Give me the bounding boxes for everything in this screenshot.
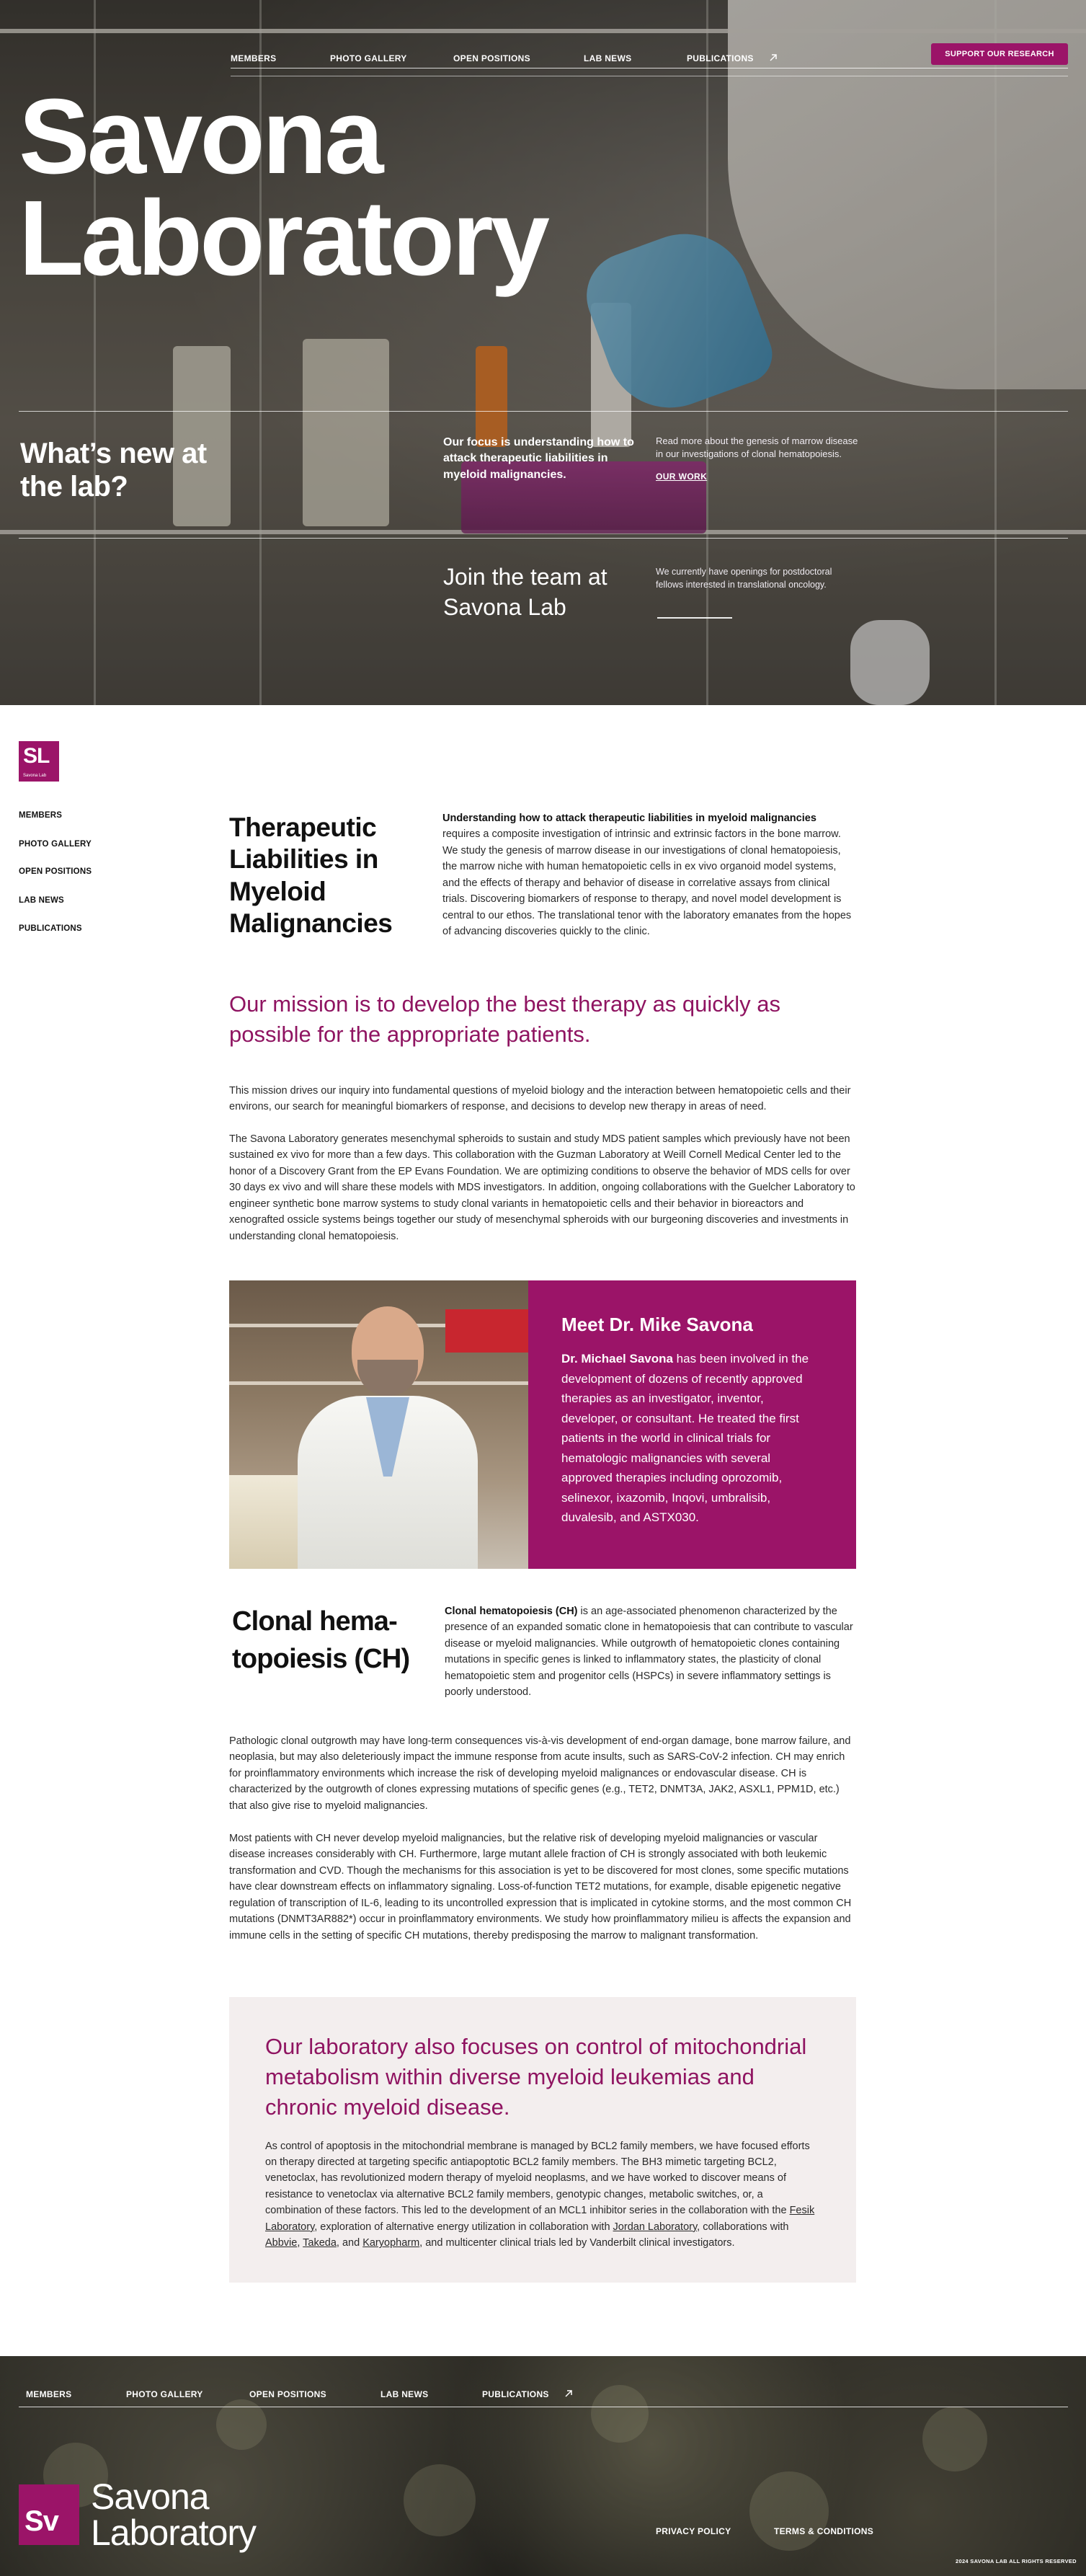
arrow-up-right-icon xyxy=(564,2389,573,2398)
arrow-up-right-icon xyxy=(769,53,778,62)
our-work-link[interactable]: OUR WORK xyxy=(656,472,708,482)
site-logo[interactable] xyxy=(19,741,59,782)
mitochondrial-focus-panel xyxy=(229,1997,856,2283)
focus-text-e: , and xyxy=(336,2237,363,2249)
focus-text-b: , exploration of alternative energy utilization in collaboration with xyxy=(314,2221,613,2233)
meet-title: Meet Dr. Mike Savona xyxy=(561,1314,753,1335)
clonal-title-line2: topoiesis (CH) xyxy=(232,1644,410,1675)
footer-title-line1: Savona xyxy=(91,2477,209,2517)
karyopharm-link[interactable]: Karyopharm xyxy=(362,2237,420,2249)
footer-logo[interactable] xyxy=(19,2484,79,2545)
intro-lead: Understanding how to attack therapeutic liabilities in myeloid malignancies xyxy=(442,813,816,824)
meet-bio xyxy=(561,1349,823,1528)
terms-link[interactable]: TERMS & CONDITIONS xyxy=(774,2526,874,2536)
focus-statement: Our focus is understanding how to attack therapeutic liabilities in myeloid malignancies. xyxy=(443,436,634,481)
focus-text-a: As control of apoptosis in the mitochondrial membrane is managed by BCL2 family members, we have focused efforts on therapy directed at targeting specific antiapoptotic BCL2 family members. The BH3 mimetic targeting BCL2, venetoclax, has revolutionized modern therapy of myeloid neoplasms, and we have worked to discover means of resistance to venetoclax via alternative BCL2 family members, genotypic changes, metabolic switches, or, a combination of these factors. This led to the development of an MCL1 inhibitor series in the collaboration with the xyxy=(265,2140,810,2217)
read-more-text: Read more about the genesis of marrow disease in our investigations of clonal hematopoiesis. xyxy=(656,435,858,460)
sidebar-item-members[interactable]: MEMBERS xyxy=(19,811,63,820)
clonal-title-line1: Clonal hema- xyxy=(232,1606,397,1637)
footer-nav-members[interactable]: MEMBERS xyxy=(26,2389,72,2399)
sidebar-item-photo-gallery[interactable]: PHOTO GALLERY xyxy=(19,840,92,849)
hero-title-line2: Laboratory xyxy=(19,178,548,298)
clonal-paragraph-1: Pathologic clonal outgrowth may have long-term consequences vis-à-vis development of end-organ damage, bone marrow failure, and neoplasia, but may also deleteriously impact the immune response from acute insults, such as SARS-CoV-2 infection. CH may enrich for proinflammatory environments which increase the risk of developing myeloid malignances or endovascular disease. CH is characterized by the outgrowth of clones expressing mutations of specific genes (e.g., TET2, DNMT3A, JAK2, ASXL1, PPM1D, etc.) that also give rise to myeloid malignancies. xyxy=(229,1735,851,1812)
nav-photo-gallery[interactable]: PHOTO GALLERY xyxy=(330,53,407,63)
footer-logo-abbr: Sv xyxy=(25,2505,58,2537)
intro-title: Therapeutic Liabilities in Myeloid Malignancies xyxy=(229,813,393,939)
focus-text-d: , xyxy=(297,2237,303,2249)
nav-open-positions[interactable]: OPEN POSITIONS xyxy=(453,53,530,63)
footer-nav-lab-news[interactable]: LAB NEWS xyxy=(380,2389,429,2399)
sidebar-item-open-positions[interactable]: OPEN POSITIONS xyxy=(19,867,92,876)
clonal-paragraph-2: Most patients with CH never develop myeloid malignancies, but the relative risk of developing myeloid malignancies or vascular disease increases considerably with CH. Furthermore, large mutant allele fraction of CH is strongly associated with both leukemic transformation and CVD. Though the mechanisms for this association is yet to be discovered for most clones, some specific mutations have clear downstream effects on inflammatory signaling. Loss-of-function TET2 mutations, for example, disable epigenetic negative regulation of transcription of IL-6, leading to its uncontrolled expression that is implicated in cytokine storms, and the most common CH mutations (DNMT3AR882*) occur in proinflammatory environments. We study how proinflammatory milieu is affects the expansion and immune cells in the setting of specific CH mutations, thereby predisposing the marrow to malignant transformation. xyxy=(229,1833,852,1942)
clonal-body: is an age-associated phenomenon characterized by the presence of an expanded somatic clone in hematopoiesis that can contribute to vascular disease or myeloid malignancies. While outgrowth of hematopoietic clones containing mutations in specific genes is linked to inflammatory states, the plasticity of clonal hematopoietic stem and progenitor cells (HSPCs) in severe inflammatory settings is poorly understood. xyxy=(445,1606,853,1699)
nav-publications[interactable] xyxy=(687,53,778,63)
hero-title xyxy=(19,77,548,298)
support-research-button[interactable]: SUPPORT OUR RESEARCH xyxy=(931,43,1068,65)
clonal-title xyxy=(232,1603,419,1678)
footer-nav-publications[interactable] xyxy=(482,2389,573,2399)
hero-section xyxy=(0,0,1086,705)
mission-paragraph-2: The Savona Laboratory generates mesenchymal spheroids to sustain and study MDS patient samples which previously have not been sustained ex vivo for more than a few days. This collaboration with the Guzman Laboratory at Weill Cornell Medical Center led to the honor of a Discovery Grant from the EP Evans Foundation. We are optimizing conditions to observe the behavior of MDS cells for over 30 days ex vivo and will share these models with MDS investigators. In addition, ongoing collaborations with the Guelcher Laboratory to engineer synthetic bone marrow systems to study clonal variants in hematopoietic cells and their behavior in bioreactors and xenografted ossicle systems beings together our study of mesenchymal spheroids with our burgeoning discoveries and investments in understanding clonal hematopoiesis. xyxy=(229,1133,855,1242)
sidebar-item-publications[interactable]: PUBLICATIONS xyxy=(19,924,82,933)
hero-divider xyxy=(19,411,1068,412)
meet-name: Dr. Michael Savona xyxy=(561,1352,673,1366)
dr-savona-photo xyxy=(229,1280,528,1569)
photo-boxes xyxy=(445,1309,528,1353)
mission-paragraph-1: This mission drives our inquiry into fundamental questions of myeloid biology and the interaction between hematopoietic cells and their environs, our search for meaningful biomarkers of response, and decisions to develop new therapy in areas of need. xyxy=(229,1085,851,1113)
focus-headline: Our laboratory also focuses on control of mitochondrial metabolism within diverse myeloid leukemias and chronic myeloid disease. xyxy=(265,2034,807,2120)
footer-nav-open-positions[interactable]: OPEN POSITIONS xyxy=(249,2389,326,2399)
nav-publications-label: PUBLICATIONS xyxy=(687,53,754,63)
hero-divider xyxy=(19,538,1068,539)
logo-abbr: SL xyxy=(23,744,50,768)
footer-nav-photo-gallery[interactable]: PHOTO GALLERY xyxy=(126,2389,203,2399)
focus-text-c: , collaborations with xyxy=(697,2221,789,2233)
openings-link-underline[interactable] xyxy=(657,617,732,619)
nav-lab-news[interactable]: LAB NEWS xyxy=(584,53,632,63)
clonal-intro-paragraph xyxy=(445,1603,856,1701)
copyright-text: 2024 SAVONA LAB ALL RIGHTS RESERVED xyxy=(956,2558,1077,2564)
fesik-lab-link[interactable]: Fesik Laboratory xyxy=(265,2205,815,2233)
site-footer xyxy=(0,2356,1086,2576)
meet-body: has been involved in the development of dozens of recently approved therapies as an investigator, inventor, developer, or consultant. He treated the first patients in the world in clinical trials for hematologic malignancies with several approved therapies including oprozomib, selinexor, ixazomib, Inqovi, umbralisib, duvalesib, and ASTX030. xyxy=(561,1352,809,1525)
intro-body: requires a composite investigation of intrinsic and extrinsic factors in the bone marrow. We study the genesis of marrow disease in our investigations of clonal hematopoiesis, the marrow niche with human hematopoietic cells in ex vivo organoid model systems, and the effects of therapy and behavior of disease in correlative assays from clinical trials. Discovering biomarkers of response to therapy, and novel model development is central to our ethos. The translational tenor with the laboratory emanates from the hopes of advancing discoveries quickly to the clinic. xyxy=(442,828,852,938)
intro-paragraph xyxy=(442,810,856,940)
takeda-link[interactable]: Takeda xyxy=(303,2237,337,2249)
whats-new-heading: What’s new at the lab? xyxy=(20,438,207,503)
logo-subtitle: Savona Lab xyxy=(23,774,47,778)
footer-nav-publications-label: PUBLICATIONS xyxy=(482,2389,549,2399)
abbvie-link[interactable]: Abbvie xyxy=(265,2237,298,2249)
privacy-policy-link[interactable]: PRIVACY POLICY xyxy=(656,2526,731,2536)
sidebar-item-lab-news[interactable]: LAB NEWS xyxy=(19,896,64,905)
footer-title-line2: Laboratory xyxy=(91,2513,257,2553)
meet-card xyxy=(528,1280,856,1569)
focus-text-f: , and multicenter clinical trials led by Vanderbilt clinical investigators. xyxy=(419,2237,735,2249)
photo-beard xyxy=(357,1360,418,1396)
clonal-lead: Clonal hematopoiesis (CH) xyxy=(445,1606,578,1617)
nav-members[interactable]: MEMBERS xyxy=(231,53,277,63)
focus-paragraph xyxy=(265,2138,820,2252)
jordan-lab-link[interactable]: Jordan Laboratory xyxy=(613,2221,698,2233)
join-team-heading: Join the team at Savona Lab xyxy=(443,564,607,620)
mission-headline: Our mission is to develop the best therapy as quickly as possible for the appropriate patients. xyxy=(229,991,781,1047)
hero-title-line1: Savona xyxy=(19,77,381,196)
openings-text: We currently have openings for postdoctoral fellows interested in translational oncology. xyxy=(656,567,832,590)
footer-title xyxy=(91,2479,256,2551)
